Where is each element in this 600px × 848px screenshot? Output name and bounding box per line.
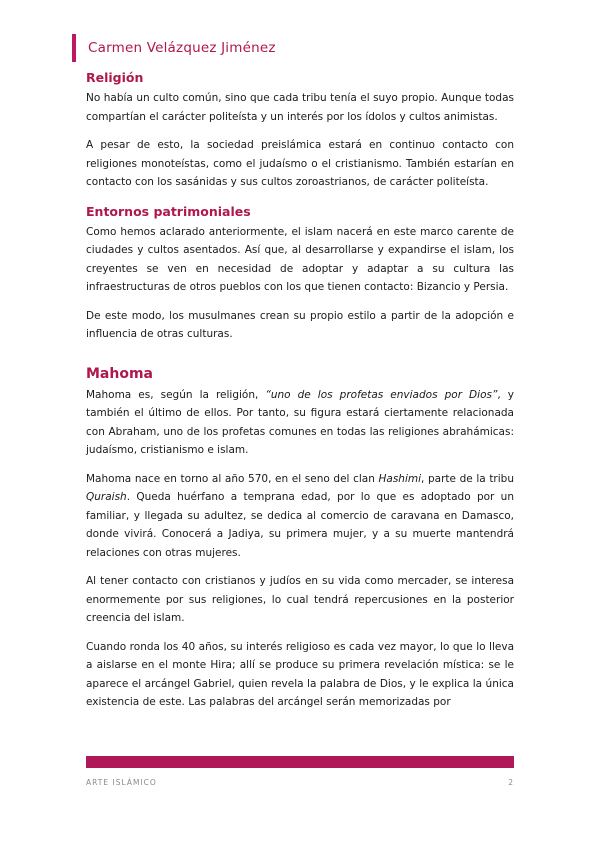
paragraph: De este modo, los musulmanes crean su propio estilo a partir de la adopción e influencia de otras culturas. (86, 309, 514, 340)
tribe-name: Quraish (86, 491, 127, 503)
header-accent-bar (72, 34, 76, 62)
heading-entornos: Entornos patrimoniales (86, 203, 251, 219)
quote: “uno de los profetas enviados por Dios” (265, 388, 498, 401)
footer-title: ARTE ISLÁMICO (86, 778, 157, 787)
heading-religion: Religión (86, 70, 144, 85)
paragraph: Al tener contacto con cristianos y judíos en su vida como mercader, se interesa enormemente por sus religiones, lo cual tendrá repercusiones en la posterior creencia del islam. (86, 575, 514, 624)
paragraph: No había un culto común, sino que cada tribu tenía el suyo propio. Aunque todas compartían el carácter politeísta y un interés por los ídolos y cultos animistas. (86, 92, 514, 123)
paragraph: A pesar de esto, la sociedad preislámica estará en continuo contacto con religiones monoteístas, como el judaísmo o el cristianismo. También estarían en contacto con los sasánidas y sus cultos zoroastrianos, de carácter politeísta. (86, 139, 514, 188)
page-content (86, 70, 514, 712)
author-name: Carmen Velázquez Jiménez (88, 40, 276, 56)
clan-name: Hashimi (378, 472, 422, 485)
heading-mahoma: Mahoma (86, 365, 153, 382)
paragraph: Mahoma es, según la religión, “uno de los profetas enviados por Dios”, y también el último de ellos. Por tanto, su figura estará ciertamente relacionada con Abraham, uno de los profetas comunes en todas las religiones abrahámicas: judaísmo, cristianismo e islam. (86, 388, 515, 456)
page-number: 2 (508, 778, 514, 787)
paragraph: Mahoma nace en torno al año 570, en el seno del clan Hashimi, parte de la tribu Quraish. Queda huérfano a temprana edad, por lo que es adoptado por un familiar, y llegada su adultez, se dedica al comercio de caravana en Damasco, donde vivirá. Conocerá a Jadiya, su primera mujer, y a su muerte mantendrá relaciones con otras mujeres. (86, 472, 514, 559)
paragraph: Como hemos aclarado anteriormente, el islam nacerá en este marco carente de ciudades y cultos asentados. Así que, al desarrollarse y expandirse el islam, los creyentes se ven en necesidad de adoptar y adaptar a su cultura las infraestructuras de otros pueblos con los que tienen contacto: Bizancio y Persia. (86, 225, 514, 293)
page-header (72, 34, 276, 62)
page-footer (86, 778, 514, 787)
paragraph: Cuando ronda los 40 años, su interés religioso es cada vez mayor, lo que lo lleva a aislarse en el monte Hira; allí se produce su primera revelación mística: se le aparece el arcángel Gabriel, quien revela la palabra de Dios, y le explica la única existencia de este. Las palabras del arcángel serán memorizadas por (86, 640, 514, 708)
footer-band (86, 756, 514, 768)
